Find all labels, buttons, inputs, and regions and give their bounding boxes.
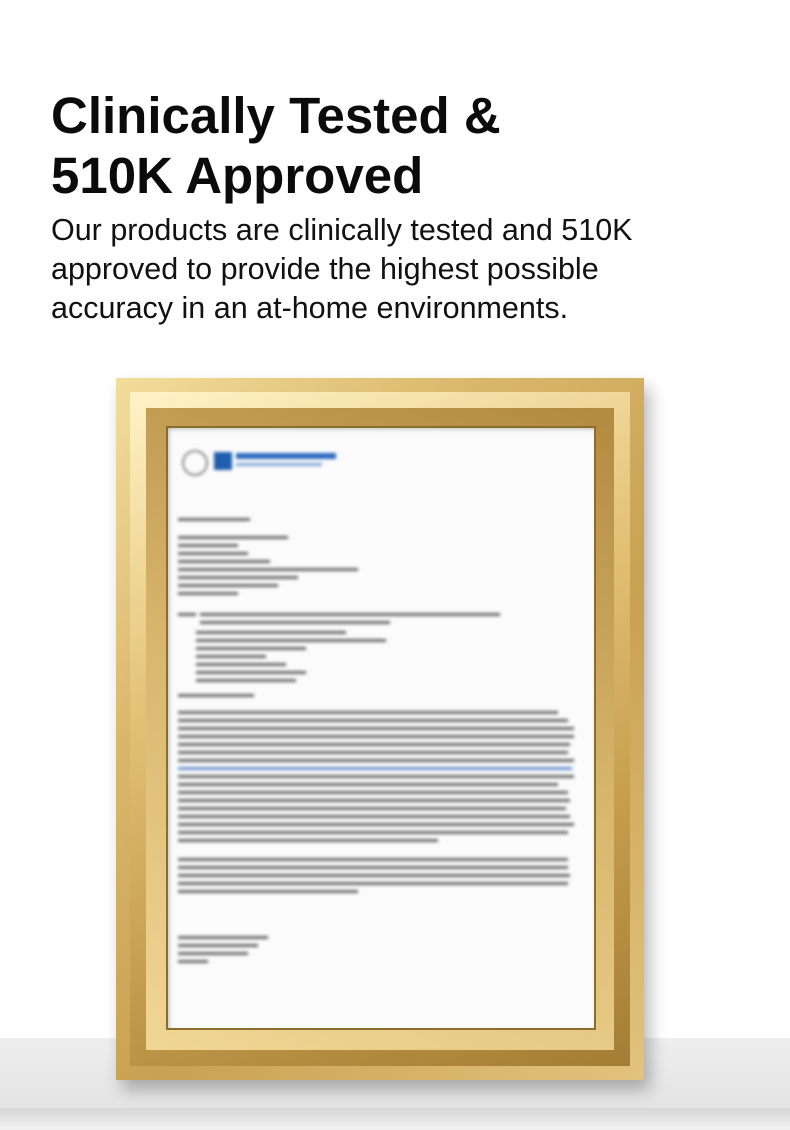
fda-logo-subline bbox=[236, 463, 322, 466]
letter-line bbox=[178, 759, 574, 762]
description-line-3: accuracy in an at-home environments. bbox=[51, 291, 569, 325]
fda-logo-wordmark bbox=[236, 453, 336, 459]
letter-line bbox=[200, 621, 390, 624]
description bbox=[51, 211, 771, 328]
letter-line bbox=[178, 866, 568, 869]
shelf-edge bbox=[0, 1108, 790, 1130]
letter-line bbox=[196, 647, 306, 650]
letter-line bbox=[178, 735, 574, 738]
letter-line bbox=[178, 727, 574, 730]
letter-line bbox=[178, 536, 288, 539]
letter-line bbox=[178, 751, 568, 754]
letter-line bbox=[178, 584, 278, 587]
letter-line bbox=[178, 719, 568, 722]
letter-line bbox=[196, 631, 346, 634]
letter-line bbox=[196, 655, 266, 658]
letter-line bbox=[178, 882, 568, 885]
letter-line bbox=[196, 679, 296, 682]
letter-line bbox=[178, 576, 298, 579]
letter-line bbox=[200, 613, 500, 616]
letter-line bbox=[178, 767, 572, 770]
fda-logo-icon bbox=[214, 452, 232, 470]
letter-line bbox=[178, 518, 250, 521]
letter-line bbox=[178, 799, 570, 802]
letter-line bbox=[178, 936, 268, 939]
letter-line bbox=[178, 568, 358, 571]
blurred-letter-content bbox=[166, 426, 596, 1030]
letter-line bbox=[196, 639, 386, 642]
letter-line bbox=[178, 783, 558, 786]
letter-line bbox=[178, 807, 566, 810]
letter-line bbox=[178, 815, 570, 818]
letter-line bbox=[178, 544, 238, 547]
letter-line bbox=[178, 823, 574, 826]
picture-frame bbox=[116, 378, 644, 1080]
letter-line bbox=[178, 694, 254, 697]
letter-line bbox=[178, 592, 238, 595]
letter-line bbox=[178, 743, 570, 746]
letter-line bbox=[178, 552, 248, 555]
description-line-1: Our products are clinically tested and 510K bbox=[51, 213, 633, 247]
headline-line-1: Clinically Tested & bbox=[51, 87, 501, 144]
letter-line bbox=[178, 952, 248, 955]
letter-line bbox=[178, 944, 258, 947]
letter-line bbox=[178, 775, 574, 778]
letter-line bbox=[178, 831, 568, 834]
letter-line bbox=[178, 560, 270, 563]
letter-line bbox=[178, 711, 558, 714]
letter-line bbox=[178, 874, 570, 877]
letter-line bbox=[178, 839, 438, 842]
description-line-2: approved to provide the highest possible bbox=[51, 252, 599, 286]
letter-line bbox=[178, 791, 568, 794]
headline-line-2: 510K Approved bbox=[51, 147, 424, 204]
letter-line bbox=[196, 663, 286, 666]
letter-line bbox=[178, 858, 568, 861]
letter-line bbox=[196, 671, 306, 674]
letter-line bbox=[178, 960, 208, 963]
headline bbox=[51, 86, 751, 206]
letter-line bbox=[178, 613, 196, 616]
fda-letter-document bbox=[166, 426, 596, 1030]
letter-line bbox=[178, 890, 358, 893]
hhs-seal-icon bbox=[182, 450, 208, 476]
